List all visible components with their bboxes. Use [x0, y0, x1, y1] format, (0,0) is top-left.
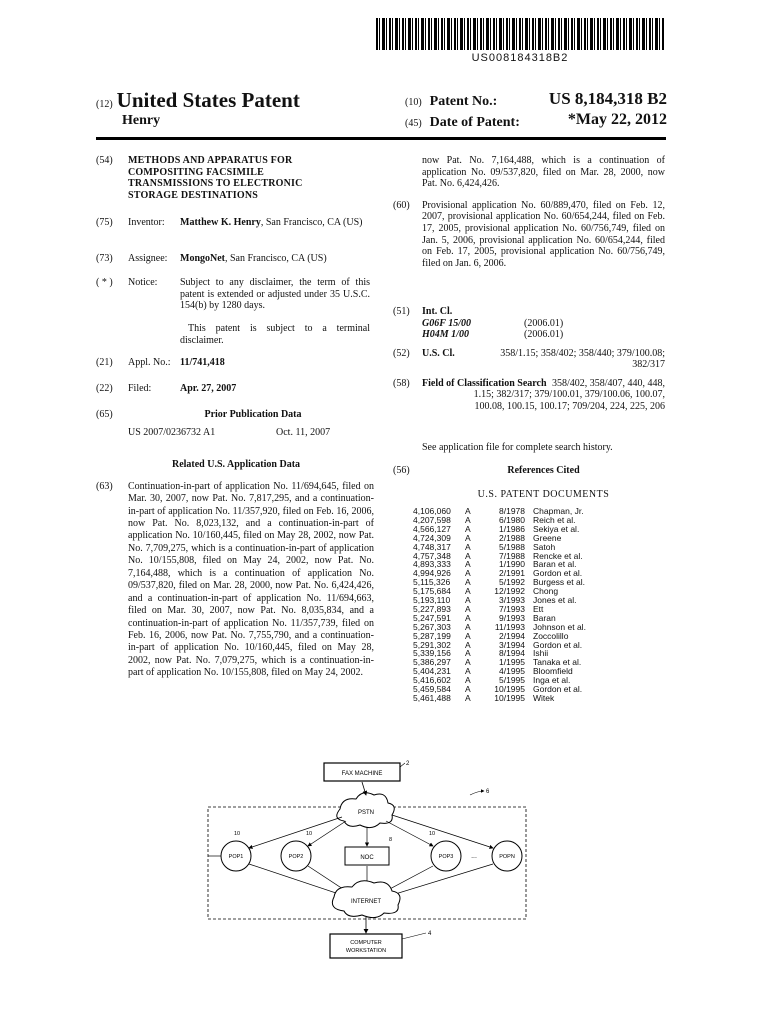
continuation-text: now Pat. No. 7,164,488, which is a continuation of application No. 09/537,820, filed on Mar. 28, 2000, now Pat. No. 6,424,426. [422, 155, 665, 190]
inid-code-10: (10) [405, 97, 422, 108]
reference-number: 5,459,584 [413, 684, 451, 695]
reference-name: Satoh [533, 541, 556, 552]
patent-number-label: Patent No.: [429, 94, 498, 109]
reference-kind: A [465, 523, 471, 534]
inventor-label: Inventor: [128, 217, 165, 228]
reference-date: 1/1990 [499, 559, 525, 570]
reference-name: Bloomfield [533, 666, 573, 677]
reference-number: 4,566,127 [413, 523, 451, 534]
right-column [393, 155, 665, 703]
assignee-location: , San Francisco, CA (US) [225, 253, 327, 264]
reference-date: 5/1988 [499, 541, 525, 552]
reference-date: 10/1995 [494, 684, 525, 695]
filed-label: Filed: [128, 383, 152, 394]
reference-kind: A [465, 541, 471, 552]
reference-name: Gordon et al. [533, 568, 583, 579]
reference-kind: A [465, 648, 471, 659]
ref-network: 6 [486, 789, 490, 795]
reference-name: Greene [533, 532, 562, 543]
reference-number: 4,106,060 [413, 505, 451, 516]
reference-date: 8/1978 [499, 505, 525, 516]
field-of-search-label: Field of Classification Search [422, 377, 547, 389]
reference-kind: A [465, 586, 471, 597]
notice-code: ( * ) [96, 277, 113, 288]
int-cl-date-1: (2006.01) [524, 317, 564, 329]
reference-number: 5,227,893 [413, 603, 451, 614]
us-cl-value: 358/1.15; 358/402; 358/440; 379/100.08; 382/317 [500, 347, 665, 371]
search-history-note: See application file for complete search history. [422, 441, 613, 453]
inid-code-22: (22) [96, 383, 113, 394]
reference-kind: A [465, 514, 471, 525]
inid-code-60: (60) [393, 199, 410, 211]
field-73 [96, 253, 376, 277]
reference-date: 1/1995 [499, 657, 525, 668]
field-51 [393, 306, 665, 344]
reference-number: 4,207,598 [413, 514, 451, 525]
reference-name: Jones et al. [533, 595, 577, 606]
reference-date: 6/1980 [499, 514, 525, 525]
reference-date: 12/1992 [494, 586, 525, 597]
reference-kind: A [465, 666, 471, 677]
barcode [376, 18, 664, 50]
ref-pop1: 10 [234, 831, 241, 837]
reference-number: 5,115,326 [413, 577, 451, 588]
int-cl-date-2: (2006.01) [524, 328, 564, 340]
inid-code-45: (45) [405, 118, 422, 129]
date-of-patent-row [405, 113, 667, 131]
field-75 [96, 217, 376, 253]
reference-date: 9/1993 [499, 612, 525, 623]
header-title-block [96, 88, 300, 113]
reference-number: 5,386,297 [413, 657, 451, 668]
reference-name: Chong [533, 586, 559, 597]
inid-code-12: (12) [96, 99, 113, 110]
reference-number: 5,267,303 [413, 621, 451, 632]
reference-kind: A [465, 559, 471, 570]
field-54 [96, 155, 376, 207]
field-56 [393, 465, 665, 487]
reference-number: 4,748,317 [413, 541, 451, 552]
reference-name: Chapman, Jr. [533, 505, 584, 516]
int-cl-class-1: G06F 15/00 [422, 317, 471, 329]
reference-kind: A [465, 693, 471, 703]
reference-date: 2/1994 [499, 630, 525, 641]
reference-number: 4,757,348 [413, 550, 451, 561]
appl-no-label: Appl. No.: [128, 357, 171, 368]
prior-publication-heading: Prior Publication Data [204, 409, 302, 420]
inid-code-58: (58) [393, 377, 410, 389]
reference-kind: A [465, 532, 471, 543]
reference-number: 4,724,309 [413, 532, 451, 543]
reference-name: Johnson et al. [533, 621, 586, 632]
reference-name: Sekiya et al. [533, 523, 580, 534]
reference-kind: A [465, 577, 471, 588]
appl-no: 11/741,418 [180, 357, 225, 368]
notice-text: Subject to any disclaimer, the term of this patent is extended or adjusted under 35 U.S.C. 154(b) by 1280 days. [180, 277, 370, 312]
popn-label: POPN [499, 854, 515, 860]
date-of-patent: *May 22, 2012 [567, 111, 667, 128]
left-column [96, 155, 376, 680]
reference-number: 5,175,684 [413, 586, 451, 597]
inid-code-51: (51) [393, 305, 410, 317]
reference-kind: A [465, 657, 471, 668]
reference-kind: A [465, 621, 471, 632]
reference-kind: A [465, 675, 471, 686]
reference-name: Tanaka et al. [533, 657, 582, 668]
inventor-location: , San Francisco, CA (US) [260, 217, 363, 228]
inid-code-75: (75) [96, 217, 113, 228]
ref-computer: 4 [428, 931, 432, 937]
reference-row [413, 694, 653, 703]
field-52 [393, 348, 665, 376]
reference-name: Ishii [533, 648, 549, 659]
reference-number: 5,461,488 [413, 693, 451, 703]
reference-number: 5,416,602 [413, 675, 451, 686]
assignee-label: Assignee: [128, 253, 168, 264]
reference-number: 5,287,199 [413, 630, 451, 641]
network-diagram [200, 755, 540, 1015]
int-cl-class-2: H04M 1/00 [422, 328, 469, 340]
field-58 [393, 378, 665, 442]
reference-date: 11/1993 [494, 621, 525, 632]
inid-code-65: (65) [96, 409, 113, 420]
inid-code-21: (21) [96, 357, 113, 368]
field-63 [96, 481, 376, 680]
reference-date: 10/1995 [494, 693, 525, 703]
patent-number: US 8,184,318 B2 [548, 89, 667, 108]
reference-date: 3/1993 [499, 595, 525, 606]
reference-date: 5/1995 [499, 675, 525, 686]
reference-name: Baran [533, 612, 556, 623]
reference-number: 4,994,926 [413, 568, 451, 579]
field-21 [96, 357, 376, 383]
date-of-patent-label: Date of Patent: [429, 115, 520, 130]
terminal-disclaimer-text: This patent is subject to a terminal disclaimer. [180, 323, 370, 346]
reference-kind: A [465, 630, 471, 641]
reference-date: 5/1992 [499, 577, 525, 588]
reference-name: Rencke et al. [533, 550, 583, 561]
ref-noc: 8 [389, 837, 393, 843]
inventor-surname: Henry [122, 113, 161, 128]
internet-label: INTERNET [351, 899, 381, 905]
inid-code-73: (73) [96, 253, 113, 264]
field-of-search-value: 358/402, 358/407, 440, 448, 1.15; 382/317; 379/100.01, 379/100.06, 100.07, 100.08, 100.15, 100.17; 709/204, 224, 225, 206 [473, 377, 665, 412]
reference-number: 5,404,231 [413, 666, 451, 677]
reference-name: Baran et al. [533, 559, 577, 570]
header-rule [96, 137, 666, 140]
pop2-label: POP2 [288, 854, 304, 860]
us-cl-label: U.S. Cl. [422, 347, 455, 359]
invention-title: METHODS AND APPARATUS FOR COMPOSITING FACSIMILE TRANSMISSIONS TO ELECTRONIC STORAGE DESTINATIONS [128, 155, 303, 201]
inventor-name: Matthew K. Henry [180, 217, 261, 228]
reference-number: 5,339,156 [413, 648, 451, 659]
reference-name: Reich et al. [533, 514, 576, 525]
ref-fax: 2 [406, 761, 410, 767]
noc-label: NOC [360, 855, 374, 861]
references-list [413, 507, 653, 703]
reference-kind: A [465, 505, 471, 516]
provisional-applications-text: Provisional application No. 60/889,470, filed on Feb. 12, 2007, provisional application No. 60/654,244, filed on Feb. 17, 2005, provisional application No. 60/756,749, filed on Jan. 5, 2006, provisional application No. 60/654,244, filed on Feb. 17, 2005, provisional application No. 60/756,749, filed on Jan. 6, 2006. [422, 199, 665, 269]
reference-name: Gordon et al. [533, 639, 583, 650]
computer-label-2: WORKSTATION [345, 948, 387, 954]
inid-code-63: (63) [96, 480, 113, 492]
reference-kind: A [465, 684, 471, 695]
computer-label-1: COMPUTER [350, 940, 382, 946]
barcode-number: US008184318B2 [471, 52, 569, 64]
assignee-name: MongoNet [180, 253, 225, 264]
reference-date: 4/1995 [499, 666, 525, 677]
inid-code-52: (52) [393, 347, 410, 359]
reference-kind: A [465, 603, 471, 614]
computer-workstation-box [330, 934, 402, 958]
reference-date: 8/1994 [499, 648, 525, 659]
pop1-label: POP1 [228, 854, 244, 860]
int-cl-label: Int. Cl. [422, 305, 453, 317]
patent-number-row [405, 89, 667, 110]
reference-kind: A [465, 550, 471, 561]
fax-machine-label: FAX MACHINE [341, 771, 383, 777]
reference-name: Zoccolillo [533, 630, 569, 641]
reference-date: 2/1991 [499, 568, 525, 579]
reference-name: Inga et al. [533, 675, 571, 686]
field-notice [96, 277, 376, 357]
reference-kind: A [465, 595, 471, 606]
field-65 [96, 409, 376, 451]
reference-kind: A [465, 639, 471, 650]
filed-date: Apr. 27, 2007 [180, 383, 237, 394]
pstn-label: PSTN [357, 810, 375, 816]
references-heading: References Cited [507, 465, 580, 477]
pop-ellipsis: ... [471, 853, 477, 860]
ref-pop3: 10 [429, 831, 436, 837]
pop3-label: POP3 [438, 854, 454, 860]
inid-code-54: (54) [96, 155, 113, 166]
inid-code-56: (56) [393, 465, 410, 477]
reference-date: 3/1994 [499, 639, 525, 650]
reference-number: 5,193,110 [413, 595, 451, 606]
reference-number: 5,291,302 [413, 639, 451, 650]
reference-date: 2/1988 [499, 532, 525, 543]
related-data-heading: Related U.S. Application Data [171, 459, 301, 470]
notice-label: Notice: [128, 277, 158, 288]
reference-name: Burgess et al. [533, 577, 585, 588]
field-60 [393, 200, 665, 296]
patent-heading: United States Patent [116, 88, 300, 112]
reference-name: Ett [533, 603, 544, 614]
field-22 [96, 383, 376, 409]
reference-kind: A [465, 568, 471, 579]
reference-kind: A [465, 612, 471, 623]
ref-pop2: 10 [306, 831, 313, 837]
related-applications-text: Continuation-in-part of application No. 11/694,645, filed on Mar. 30, 2007, now Pat. No. 7,817,295, and a continuation-in-part of application No. 11/357,920, filed on Feb. 16, 2006, now Pat. No. 8,023,132, and a continuation-in-part of application No. 10/160,445, filed on May 28, 2002, now Pat. No. 7,709,275, which is a continuation-in-part of application No. 10/155,808, filed on May 24, 2002, now Pat. No. 7,164,488, which is a continuation of application No. 09/537,820, filed on Mar. 28, 2000, now Pat. No. 6,424,426, and a continuation-in-part of application No. 11/694,663, filed on Mar. 30, 2007, now Pat. No. 8,035,834, and a continuation-in-part of application No. 11/357,739, filed on Feb. 16, 2006, now Pat. No. 7,755,790, and a continuation-in-part of application No. 10/160,445, filed on May 28, 2002, now Pat. No. 7,079,275, which is a continuation-in-part of application No. 10/155,808, filed on May 24, 2002. [128, 480, 374, 679]
reference-date: 7/1993 [499, 603, 525, 614]
us-patent-documents-heading: U.S. PATENT DOCUMENTS [477, 489, 610, 501]
prior-publication-number: US 2007/0236732 A1 [128, 427, 216, 438]
reference-name: Gordon et al. [533, 684, 583, 695]
reference-number: 4,893,333 [413, 559, 451, 570]
reference-name: Witek [533, 693, 555, 703]
reference-date: 1/1986 [499, 523, 525, 534]
reference-number: 5,247,591 [413, 612, 451, 623]
reference-date: 7/1988 [499, 550, 525, 561]
prior-publication-date: Oct. 11, 2007 [276, 427, 331, 438]
